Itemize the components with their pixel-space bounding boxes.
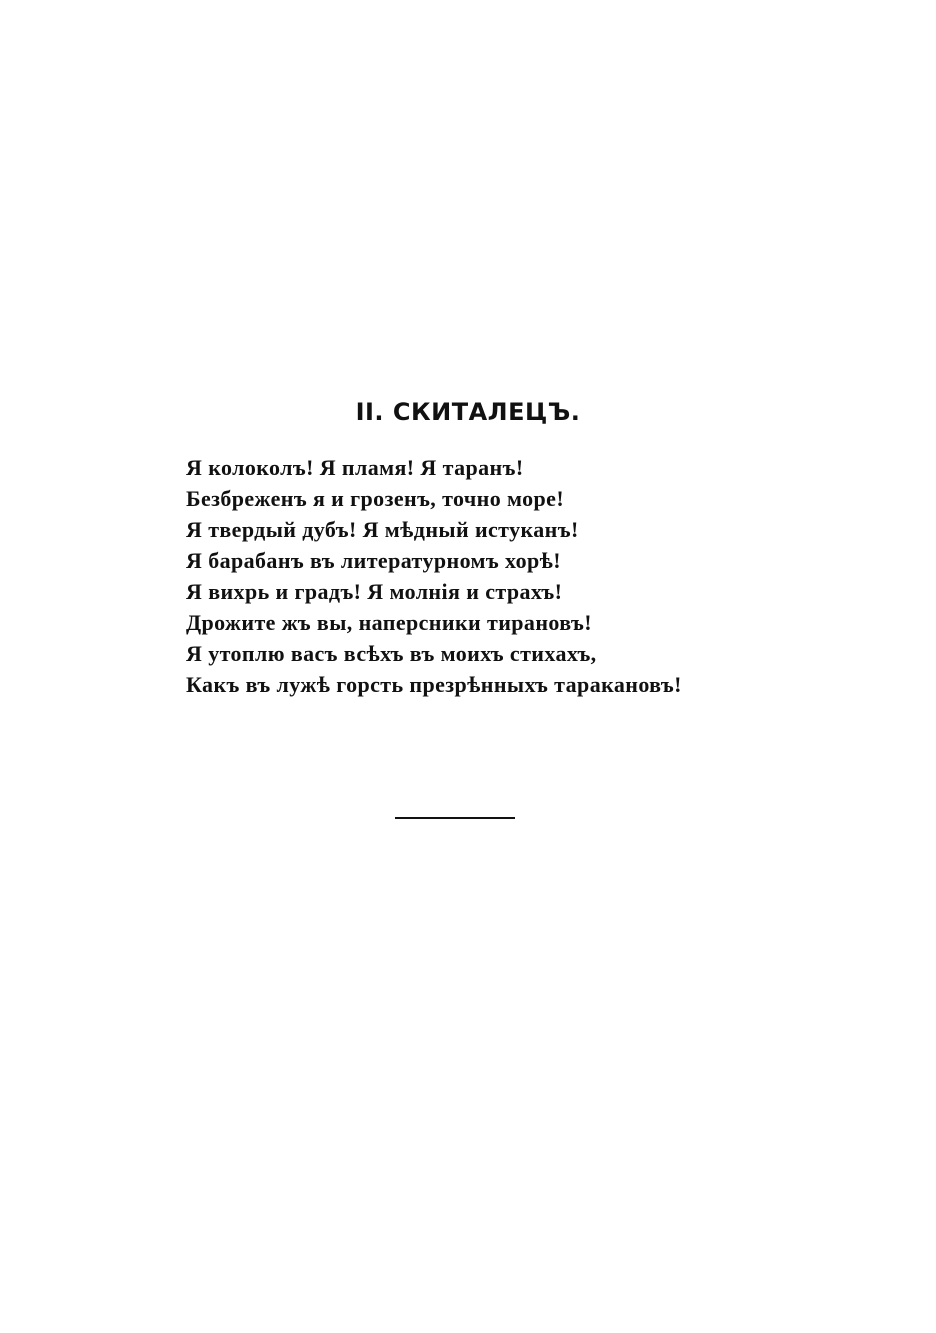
- poem-line: Дрожите жъ вы, наперсники тирановъ!: [186, 610, 592, 635]
- poem-line: Я твердый дубъ! Я мѣдный истуканъ!: [186, 517, 579, 542]
- poem-line: Какъ въ лужѣ горсть презрѣнныхъ таракановъ!: [186, 672, 682, 697]
- poem-title: II. СКИТАЛЕЦЪ.: [355, 398, 581, 426]
- poem-line: Я колоколъ! Я пламя! Я таранъ!: [186, 455, 524, 480]
- poem-line: Я вихрь и градъ! Я молнія и страхъ!: [186, 579, 563, 604]
- poem-line: Безбреженъ я и грозенъ, точно море!: [186, 486, 565, 511]
- poem-line: Я барабанъ въ литературномъ хорѣ!: [186, 548, 561, 573]
- poem-stanza: [186, 452, 682, 700]
- poem-line: Я утоплю васъ всѣхъ въ моихъ стихахъ,: [186, 641, 597, 666]
- section-divider: [395, 817, 515, 819]
